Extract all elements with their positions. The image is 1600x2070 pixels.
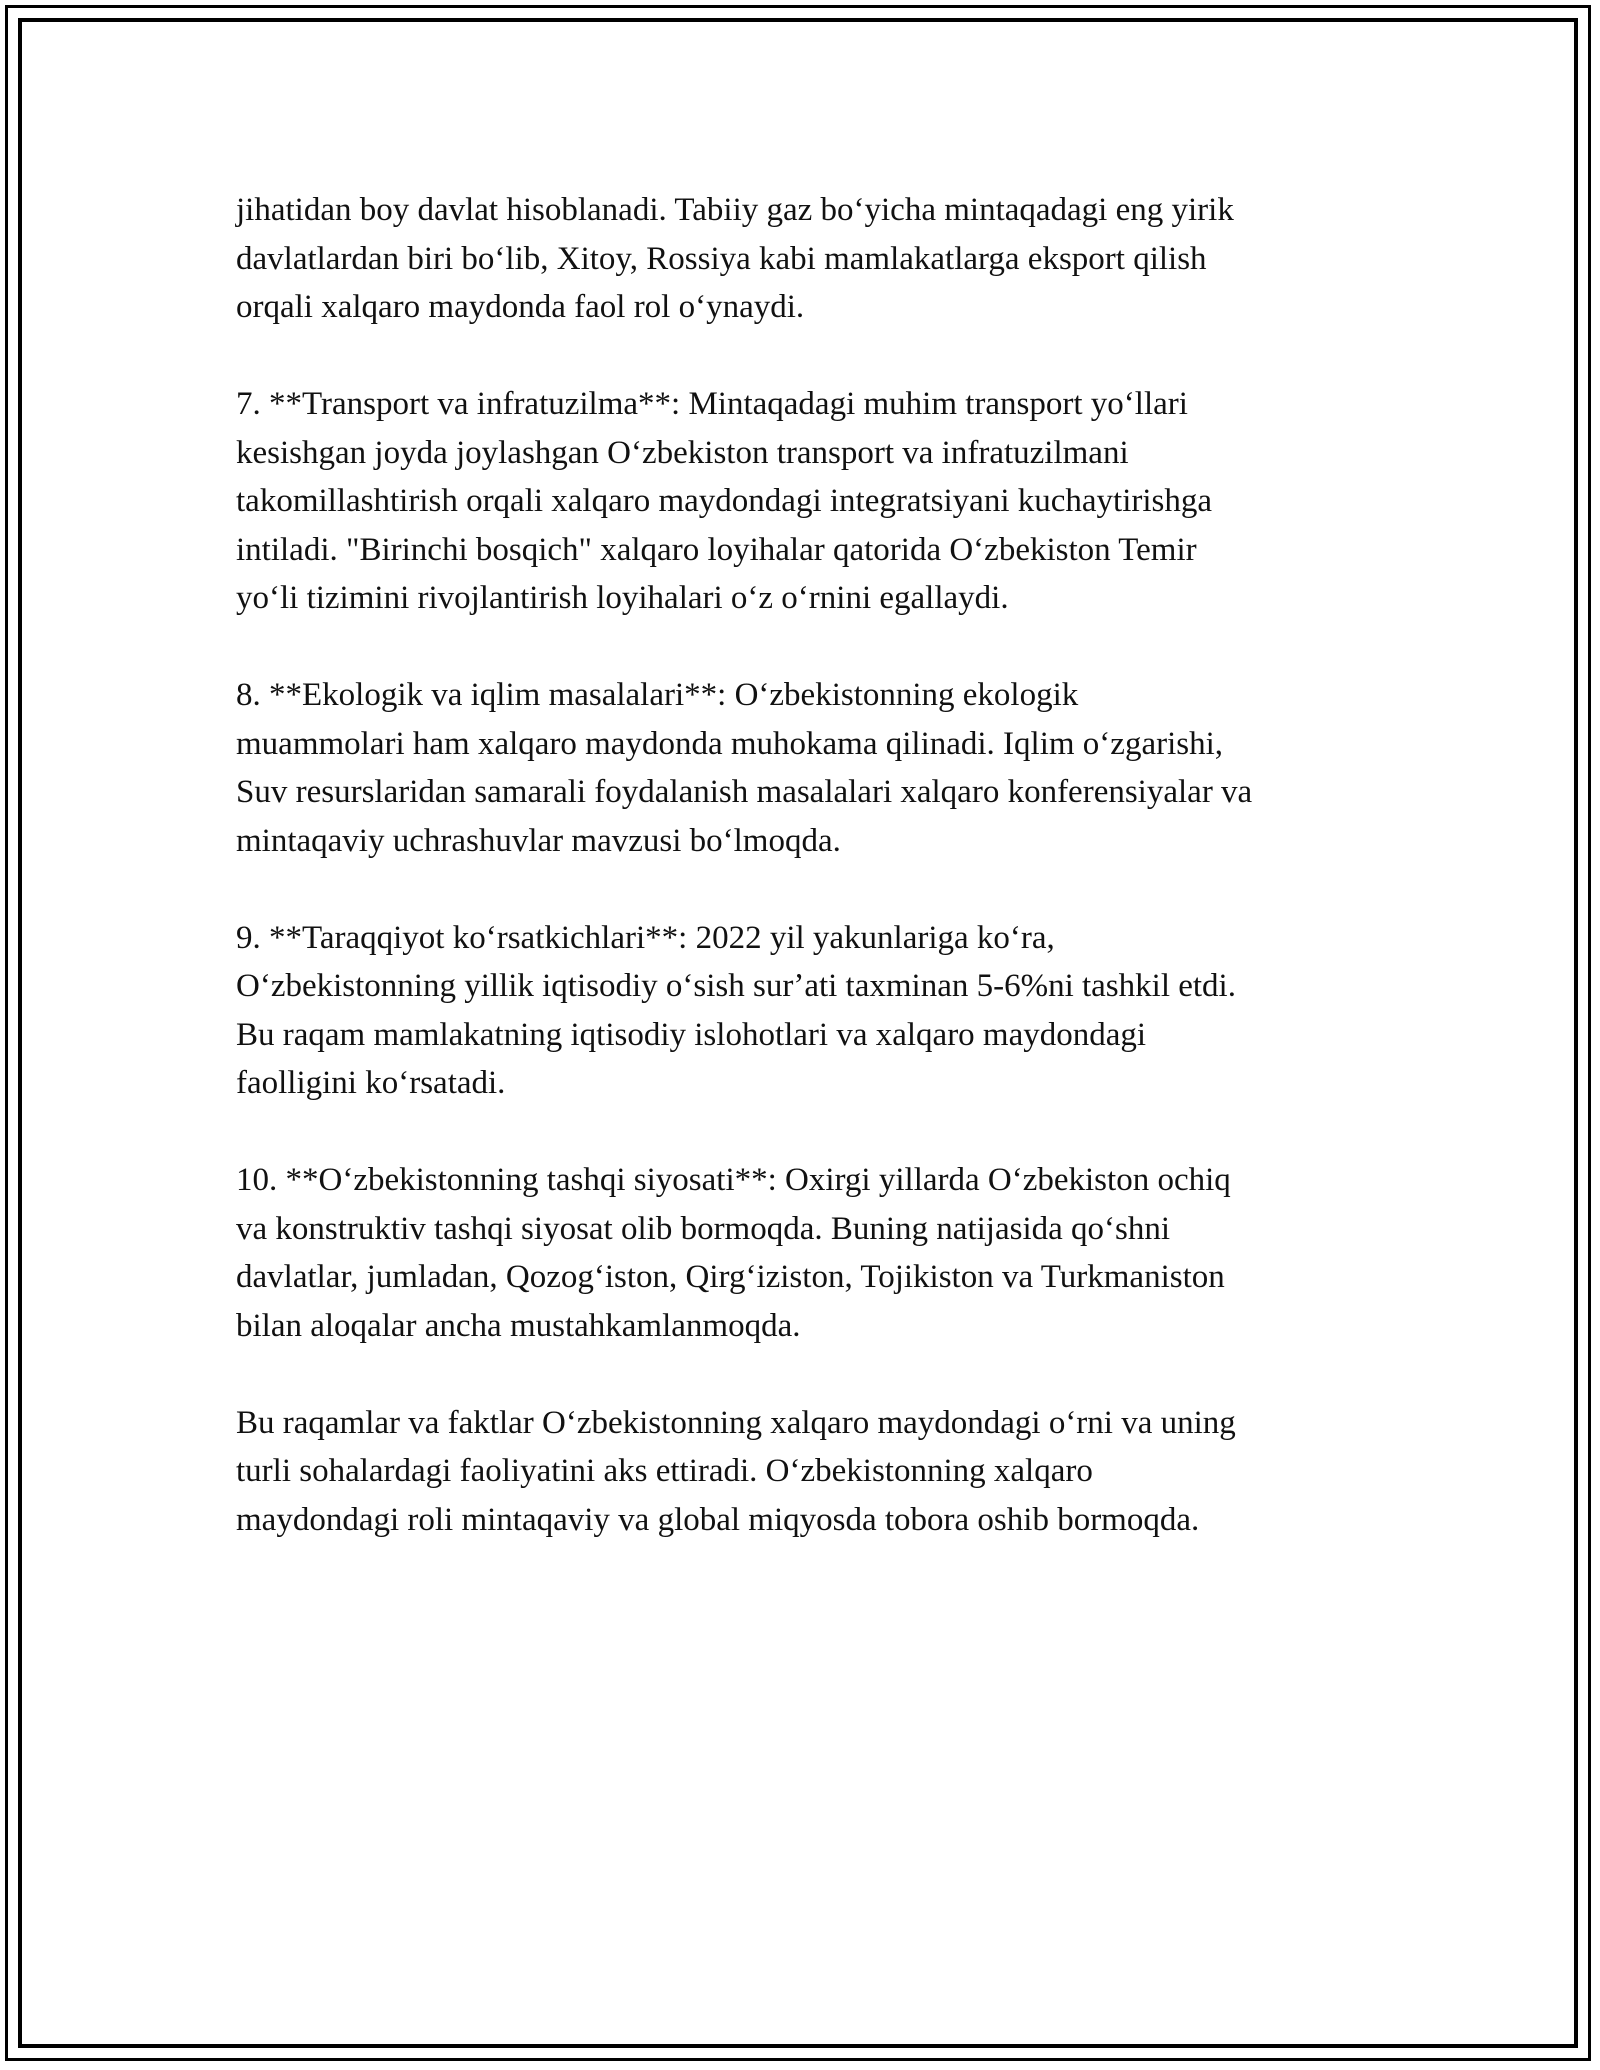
paragraph-ecology: 8. **Ekologik va iqlim masalalari**: Oʻzbekistonning ekologik muammolari ham xalqaro maydonda muhokama qilinadi. Iqlim oʻzgarishi, Suv resurslaridan samarali foydalanish masalalari xalqaro konferensiyalar va mintaqaviy uchrashuvlar mavzusi boʻlmoqda.: [236, 677, 1253, 859]
paragraph-development: 9. **Taraqqiyot koʻrsatkichlari**: 2022 yil yakunlariga koʻra, Oʻzbekistonning yillik iqtisodiy oʻsish surʼati taxminan 5-6%ni tashkil etdi. Bu raqam mamlakatning iqtisodiy islohotlari va xalqaro maydondagi faolligini koʻrsatadi.: [236, 919, 1236, 1101]
paragraph-gas-export: jihatidan boy davlat hisoblanadi. Tabiiy gaz boʻyicha mintaqadagi eng yirik davlatlardan biri boʻlib, Xitoy, Rossiya kabi mamlakatlarga eksport qilish orqali xalqaro maydonda faol rol oʻynaydi.: [236, 192, 1234, 325]
paragraph-conclusion: Bu raqamlar va faktlar Oʻzbekistonning xalqaro maydondagi oʻrni va uning turli sohalardagi faoliyatini aks ettiradi. Oʻzbekistonning xalqaro maydondagi roli mintaqaviy va global miqyosda tobora oshib bormoqda.: [236, 1404, 1236, 1538]
paragraph-transport: 7. **Transport va infratuzilma**: Mintaqadagi muhim transport yoʻllari kesishgan joyda joylashgan Oʻzbekiston transport va infratuzilmani takomillashtirish orqali xalqaro maydondagi integratsiyani kuchaytirishga intiladi. "Birinchi bosqich" xalqaro loyihalar qatorida Oʻzbekiston Temir yoʻli tizimini rivojlantirish loyihalari oʻz oʻrnini egallaydi.: [236, 386, 1213, 616]
paragraph-foreign-policy: 10. **Oʻzbekistonning tashqi siyosati**: Oxirgi yillarda Oʻzbekiston ochiq va konstruktiv tashqi siyosat olib bormoqda. Buning natijasida qoʻshni davlatlar, jumladan, Qozogʻiston, Qirgʻiziston, Tojikiston va Turkmaniston bilan aloqalar ancha mustahkamlanmoqda.: [236, 1162, 1231, 1344]
document-body: [236, 186, 1376, 1593]
